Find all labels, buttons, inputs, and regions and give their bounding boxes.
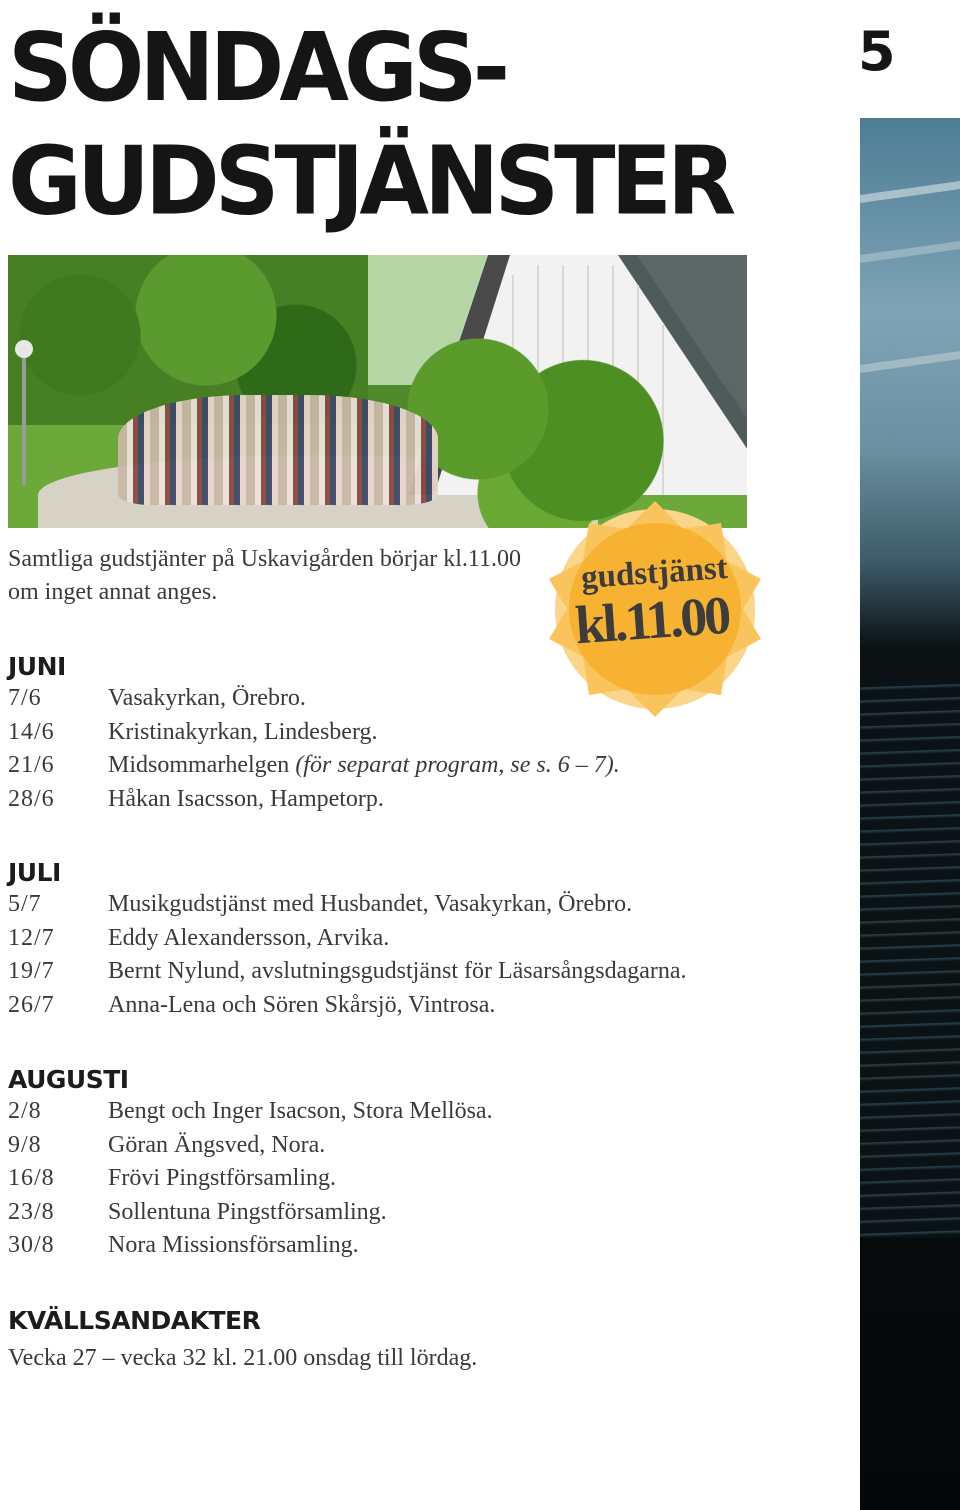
service-date: 19/7 (8, 958, 55, 984)
section-juli (8, 858, 858, 1022)
service-date: 5/7 (8, 891, 42, 917)
list-item (8, 888, 858, 922)
service-date: 28/6 (8, 785, 55, 812)
congregation-crowd (118, 395, 438, 505)
service-description: Göran Ängsved, Nora. (108, 1131, 326, 1158)
list-item (8, 716, 858, 750)
church-photo (8, 255, 747, 528)
list-item (8, 1129, 858, 1163)
section-juni (8, 652, 858, 816)
service-description: Nora Missionsförsamling. (108, 1232, 359, 1258)
list-item (8, 1162, 858, 1196)
title-line-2: GUDSTJÄNSTER (8, 126, 732, 237)
service-date: 7/6 (8, 685, 42, 711)
list-item (8, 783, 858, 817)
evening-devotions-text: Vecka 27 – vecka 32 kl. 21.00 onsdag till lördag. (8, 1345, 478, 1371)
lamp-post (22, 350, 26, 485)
service-description: Bengt och Inger Isacson, Stora Mellösa. (108, 1098, 493, 1124)
service-description: Eddy Alexandersson, Arvika. (108, 924, 390, 951)
service-description (108, 749, 620, 783)
list-item (8, 1229, 858, 1263)
service-date: 23/8 (8, 1198, 55, 1225)
service-description: Vasakyrkan, Örebro. (108, 685, 306, 711)
service-description: Kristinakyrkan, Lindesberg. (108, 718, 378, 745)
program-note: (för separat program, se s. 6 – 7). (295, 752, 620, 778)
service-date: 16/8 (8, 1165, 55, 1191)
service-title: Midsommarhelgen (108, 752, 290, 778)
list-item (8, 749, 858, 783)
section-heading: JUNI (8, 652, 66, 681)
page-number: 5 (858, 20, 896, 83)
list-item (8, 1196, 858, 1230)
service-description: Håkan Isacsson, Hampetorp. (108, 785, 384, 812)
service-date: 26/7 (8, 991, 55, 1018)
page-title (8, 12, 731, 239)
service-date: 14/6 (8, 718, 55, 745)
service-date: 30/8 (8, 1232, 55, 1258)
intro-text: Samtliga gudstjänter på Uskavigården börjar kl.11.00 om inget annat anges. (8, 546, 521, 605)
list-item (8, 1095, 858, 1129)
service-description: Bernt Nylund, avslutningsgudstjänst för Läsarsångsdagarna. (108, 958, 687, 984)
badge-line-2: kl.11.00 (573, 584, 731, 656)
service-date: 2/8 (8, 1098, 42, 1124)
service-date: 9/8 (8, 1131, 42, 1158)
section-kvallsandakter (8, 1306, 858, 1375)
service-description: Frövi Pingstförsamling. (108, 1165, 337, 1191)
list-item (8, 955, 858, 989)
section-heading: AUGUSTI (8, 1065, 129, 1094)
section-heading: JULI (8, 858, 61, 887)
badge-line-1: gudstjänst (579, 549, 729, 597)
title-line-1: SÖNDAGS- (8, 13, 506, 124)
section-heading: KVÄLLSANDAKTER (8, 1306, 261, 1335)
service-description: Anna-Lena och Sören Skårsjö, Vintrosa. (108, 991, 496, 1018)
service-date: 21/6 (8, 752, 55, 778)
service-description: Sollentuna Pingstförsamling. (108, 1198, 387, 1225)
lake-photo (860, 118, 960, 1510)
list-item (8, 922, 858, 956)
list-item (8, 989, 858, 1023)
service-date: 12/7 (8, 924, 55, 951)
service-description: Musikgudstjänst med Husbandet, Vasakyrkan, Örebro. (108, 891, 633, 917)
section-augusti (8, 1065, 858, 1263)
list-item (8, 682, 858, 716)
